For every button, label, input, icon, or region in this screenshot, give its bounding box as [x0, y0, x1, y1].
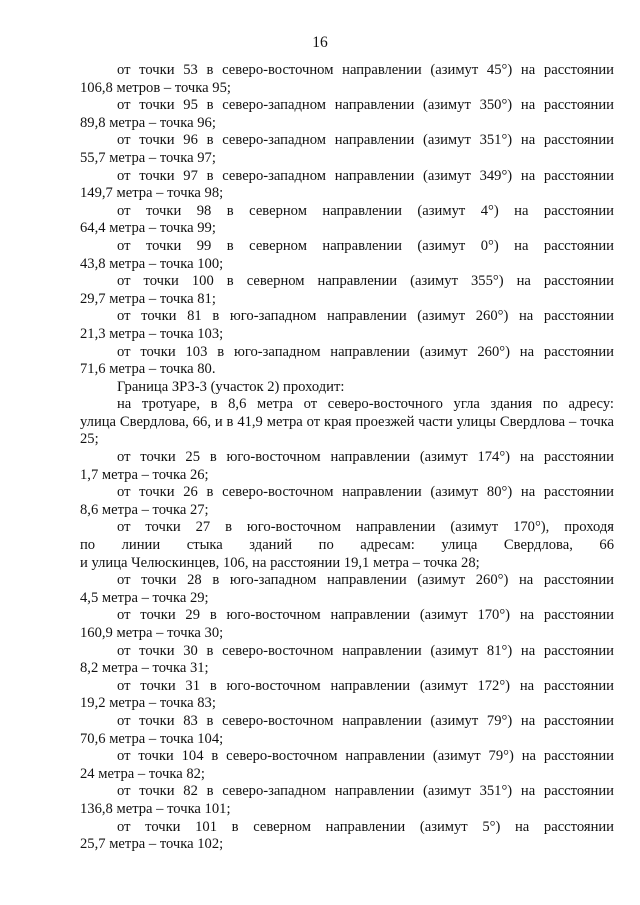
paragraph-first-line: от точки 31 в юго-восточном направлении (азимут 172°) на расстоянии [117, 677, 614, 694]
paragraph-continuation: 55,7 метра – точка 97; [80, 149, 216, 166]
paragraph-continuation-line: по линии стыка зданий по адресам: улица Свердлова, 66 [80, 537, 614, 554]
paragraph-first-line: от точки 98 в северном направлении (азимут 4°) на расстоянии [117, 202, 614, 219]
paragraph [80, 449, 614, 484]
paragraph-first-line: от точки 81 в юго-западном направлении (азимут 260°) на расстоянии [117, 308, 614, 325]
paragraph-first-line: от точки 28 в юго-западном направлении (азимут 260°) на расстоянии [117, 572, 614, 589]
paragraph-continuation: 24 метра – точка 82; [80, 765, 205, 782]
paragraph-continuation: 149,7 метра – точка 98; [80, 185, 224, 202]
paragraph [80, 344, 614, 379]
paragraph [80, 519, 614, 572]
paragraph [80, 572, 614, 607]
paragraph [80, 203, 614, 238]
paragraph-continuation: 19,2 метра – точка 83; [80, 695, 216, 712]
paragraph-first-line: от точки 97 в северо-западном направлении (азимут 349°) на расстоянии [117, 167, 614, 184]
paragraph [80, 97, 614, 132]
paragraph-continuation: 29,7 метра – точка 81; [80, 290, 216, 307]
paragraph [80, 748, 614, 783]
paragraph-first-line: от точки 26 в северо-восточном направлении (азимут 80°) на расстоянии [117, 484, 614, 501]
paragraph-first-line: от точки 30 в северо-восточном направлении (азимут 81°) на расстоянии [117, 642, 614, 659]
paragraph-continuation: 1,7 метра – точка 26; [80, 466, 209, 483]
paragraph-first-line: от точки 101 в северном направлении (азимут 5°) на расстоянии [117, 818, 614, 835]
paragraph-continuation: 70,6 метра – точка 104; [80, 730, 224, 747]
paragraph [80, 62, 614, 97]
paragraph-first-line: от точки 53 в северо-восточном направлении (азимут 45°) на расстоянии [117, 62, 614, 78]
paragraph-continuation: 71,6 метра – точка 80. [80, 361, 216, 378]
paragraph-continuation: 160,9 метра – точка 30; [80, 625, 224, 641]
paragraph-first-line: от точки 103 в юго-западном направлении (азимут 260°) на расстоянии [117, 343, 614, 360]
paragraph-continuation: 136,8 метра – точка 101; [80, 800, 231, 817]
paragraph [80, 484, 614, 519]
paragraph-first-line: от точки 95 в северо-западном направлении (азимут 350°) на расстоянии [117, 97, 614, 114]
paragraph-continuation: 8,2 метра – точка 31; [80, 660, 209, 677]
paragraph-first-line: от точки 27 в юго-восточном направлении (азимут 170°), проходя [117, 519, 614, 536]
paragraph-first-line: от точки 29 в юго-восточном направлении (азимут 170°) на расстоянии [117, 607, 614, 624]
paragraph-first-line: от точки 82 в северо-западном направлении (азимут 351°) на расстоянии [117, 783, 614, 800]
paragraph-continuation: 21,3 метра – точка 103; [80, 325, 224, 342]
paragraph-first-line: от точки 104 в северо-восточном направлении (азимут 79°) на расстоянии [117, 748, 614, 765]
page-number: 16 [312, 34, 328, 51]
paragraph [80, 713, 614, 748]
paragraph [80, 379, 614, 397]
paragraph-continuation: 106,8 метров – точка 95; [80, 79, 231, 96]
paragraph-first-line: от точки 99 в северном направлении (азимут 0°) на расстоянии [117, 237, 614, 254]
paragraph-first-line: от точки 25 в юго-восточном направлении (азимут 174°) на расстоянии [117, 449, 614, 466]
paragraph [80, 819, 614, 854]
paragraph-continuation: 64,4 метра – точка 99; [80, 220, 216, 237]
section-heading: Граница ЗРЗ-3 (участок 2) проходит: [117, 378, 345, 395]
paragraph-first-line: от точки 100 в северном направлении (азимут 355°) на расстоянии [117, 273, 614, 290]
paragraph-continuation: 8,6 метра – точка 27; [80, 501, 209, 518]
paragraph-continuation: улица Свердлова, 66, и в 41,9 метра от края проезжей части улицы Свердлова – точка 25; [80, 413, 614, 448]
document-body [80, 62, 614, 854]
paragraph [80, 607, 614, 642]
paragraph [80, 678, 614, 713]
paragraph [80, 273, 614, 308]
paragraph [80, 308, 614, 343]
paragraph-continuation: 89,8 метра – точка 96; [80, 114, 216, 131]
paragraph [80, 396, 614, 449]
paragraph [80, 783, 614, 818]
paragraph [80, 643, 614, 678]
paragraph [80, 168, 614, 203]
paragraph [80, 238, 614, 273]
paragraph-continuation: и улица Челюскинцев, 106, на расстоянии 19,1 метра – точка 28; [80, 554, 480, 571]
paragraph-continuation: 25,7 метра – точка 102; [80, 836, 224, 853]
paragraph [80, 132, 614, 167]
paragraph-first-line: от точки 96 в северо-западном направлении (азимут 351°) на расстоянии [117, 132, 614, 149]
paragraph-first-line: от точки 83 в северо-восточном направлении (азимут 79°) на расстоянии [117, 712, 614, 729]
paragraph-continuation: 4,5 метра – точка 29; [80, 589, 209, 606]
paragraph-first-line: на тротуаре, в 8,6 метра от северо-восточного угла здания по адресу: [117, 396, 614, 413]
paragraph-continuation: 43,8 метра – точка 100; [80, 255, 224, 272]
